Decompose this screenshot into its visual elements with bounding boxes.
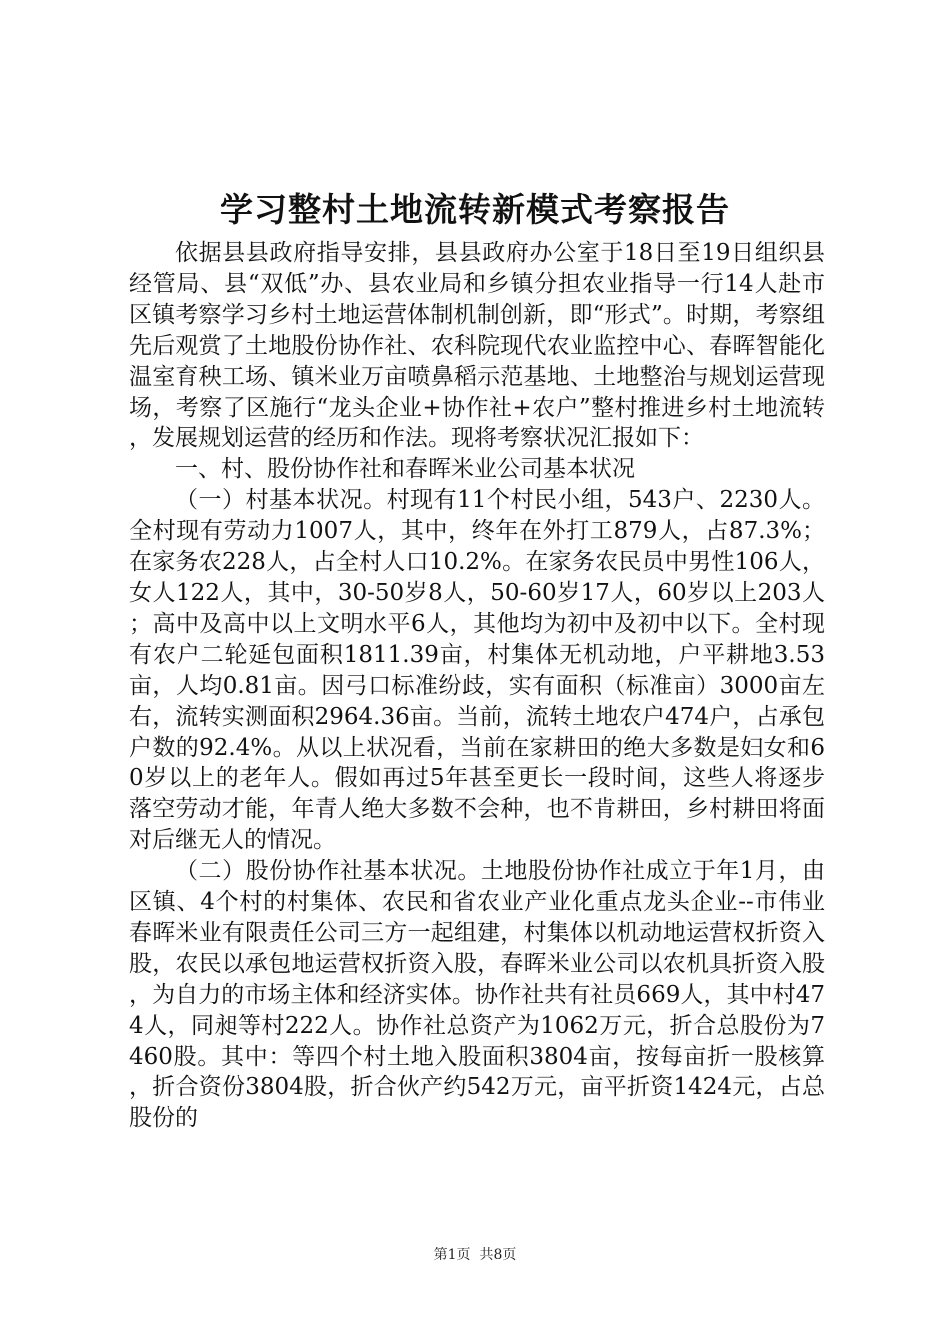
report-body xyxy=(129,238,825,1134)
intro-paragraph: 依据县县政府指导安排，县县政府办公室于18日至19日组织县经管局、县“双低”办、县农业局和乡镇分担农业指导一行14人赴市区镇考察学习乡村土地运营体制机制创新，即“形式”。时期，考察组先后观赏了土地股份协作社、农科院现代农业监控中心、春晖智能化温室育秧工场、镇米业万亩喷鼻稻示范基地、土地整治与规划运营现场，考察了区施行“龙头企业+协作社+农户”整村推进乡村土地流转，发展规划运营的经历和作法。现将考察状况汇报如下： xyxy=(129,240,825,452)
village-status-paragraph: （一）村基本状况。村现有11个村民小组，543户、2230人。全村现有劳动力1007人，其中，终年在外打工879人，占87.3%；在家务农228人，占全村人口10.2%。在家务农民员中男性106人，女人122人，其中，30-50岁8人，50-60岁17人，60岁以上203人；高中及高中以上文明水平6人，其他均为初中及初中以下。全村现有农户二轮延包面积1811.39亩，村集体无机动地，户平耕地3.53亩，人均0.81亩。因弓口标准纷歧，实有面积（标准亩）3000亩左右，流转实测面积2964.36亩。当前，流转土地农户474户，占承包户数的92.4%。从以上状况看，当前在家耕田的绝大多数是妇女和60岁以上的老年人。假如再过5年甚至更长一段时间，这些人将逐步落空劳动才能，年青人绝大多数不会种，也不肯耕田，乡村耕田将面对后继无人的情况。 xyxy=(129,487,825,854)
section-heading: 一、村、股份协作社和春晖米业公司基本状况 xyxy=(175,456,635,483)
page-title: 学习整村土地流转新模式考察报告 xyxy=(220,190,730,229)
page-number-footer: 第1页 共8页 xyxy=(433,1247,517,1263)
cooperative-status-paragraph: （二）股份协作社基本状况。土地股份协作社成立于年1月，由区镇、4个村的村集体、农民和省农业产业化重点龙头企业--市伟业春晖米业有限责任公司三方一起组建，村集体以机动地运营权折资入股，农民以承包地运营权折资入股，春晖米业公司以农机具折资入股，为自力的市场主体和经济实体。协作社共有社员669人，其中村474人，同昶等村222人。协作社总资产为1062万元，折合总股份为7460股。其中：等四个村土地入股面积3804亩，按每亩折一股核算，折合资份3804股，折合伙产约542万元，亩平折资1424元，占总股份的 xyxy=(129,858,825,1132)
